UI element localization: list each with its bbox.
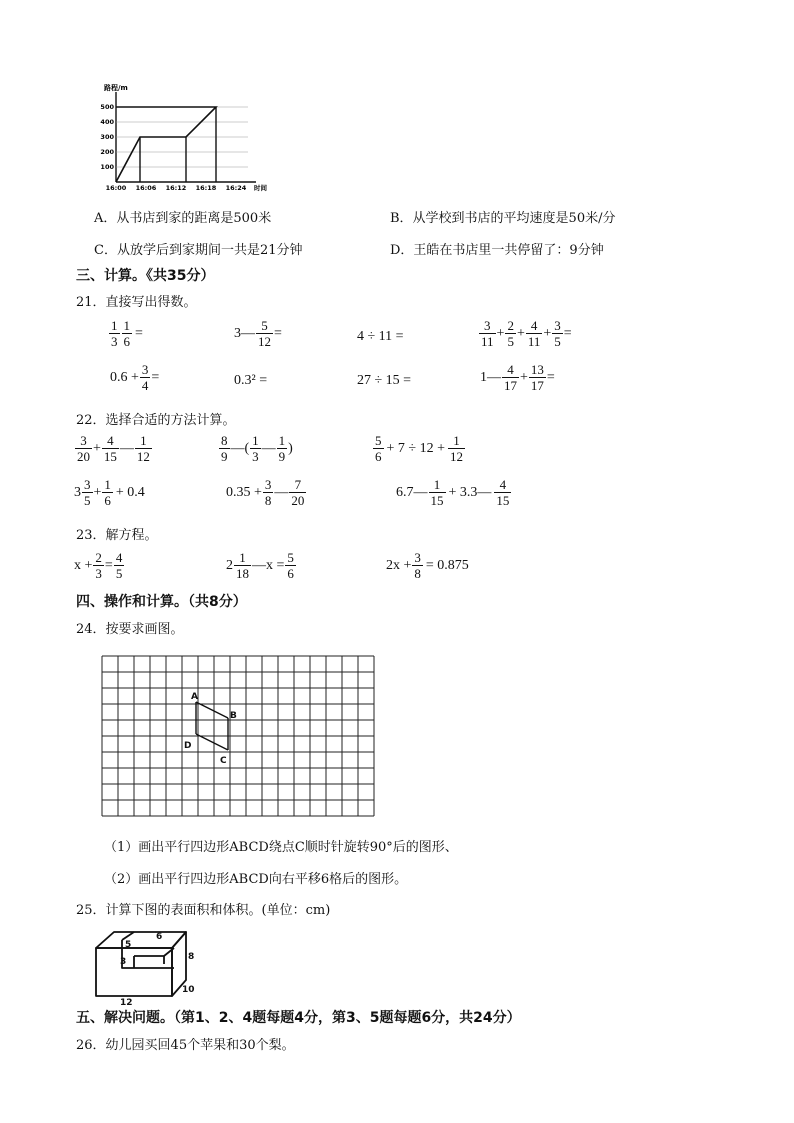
option-d: D．王皓在书店里一共停留了：9分钟 <box>390 243 604 258</box>
q22-expr-1: $\frac{3}{20}$ + $\frac{4}{15}$ — $\frac{1}{12}$ <box>77 433 150 464</box>
q21-expr-8: 1— $\frac{4}{17}$ + $\frac{13}{17}$ = <box>480 362 555 393</box>
q23-eq-3: 2x + $\frac{3}{8}$ = 0.875 <box>386 550 469 581</box>
dim-label: 12 <box>120 998 133 1006</box>
option-a: A．从书店到家的距离是500米 <box>94 211 272 226</box>
q22-expr-5: 0.35 + $\frac{3}{8}$ — $\frac{7}{20}$ <box>226 477 305 508</box>
q21-expr-5: 0.6 + $\frac{3}{4}$ = <box>110 362 160 393</box>
dim-label: 3 <box>120 957 127 967</box>
q22-expr-6: 6.7— $\frac{1}{15}$ + 3.3— $\frac{4}{15}$ <box>396 477 510 508</box>
y-tick: 400 <box>100 118 114 126</box>
q22-expr-2: $\frac{8}{9}$ —( $\frac{1}{3}$ — $\frac{1}{9}$ ) <box>221 433 293 464</box>
q21-expr-4: $\frac{3}{11}$ + $\frac{2}{5}$ + $\frac{4}{11}$ + $\frac{3}{5}$ = <box>481 318 572 349</box>
q21-expr-3: 4 ÷ 11 = <box>357 329 404 344</box>
distance-time-graph <box>98 82 278 194</box>
y-tick: 300 <box>100 133 114 141</box>
x-tick: 16:24 <box>225 184 247 192</box>
y-tick: 200 <box>100 148 114 156</box>
q21-title: 21．直接写出得数。 <box>76 295 197 310</box>
q24-title: 24．按要求画图。 <box>76 622 184 637</box>
section-3-title: 三、计算。《共35分） <box>76 268 215 284</box>
dim-label: 5 <box>125 940 132 950</box>
dim-label: 8 <box>188 952 195 962</box>
section-5-title: 五、解决问题。（第1、2、4题每题4分，第3、5题每题6分，共24分） <box>76 1010 521 1026</box>
section-4-title: 四、操作和计算。（共8分） <box>76 594 247 610</box>
q26-title: 26．幼儿园买回45个苹果和30个梨。 <box>76 1038 295 1053</box>
x-tick: 16:00 <box>105 184 127 192</box>
dim-label: 10 <box>182 985 195 995</box>
y-tick: 100 <box>100 163 114 171</box>
cuboid-figure <box>92 926 204 1006</box>
q24-step-2: （2）画出平行四边形ABCD向右平移6格后的图形。 <box>104 872 408 887</box>
q22-title: 22．选择合适的方法计算。 <box>76 413 236 428</box>
q21-expr-1: $\frac{1}{3}$ $\frac{1}{6}$ = <box>111 318 143 349</box>
vertex-d-label: D <box>184 741 192 751</box>
square-grid <box>100 654 376 818</box>
q24-step-1: （1）画出平行四边形ABCD绕点C顺时针旋转90°后的图形、 <box>104 840 458 855</box>
q25-title: 25．计算下图的表面积和体积。(单位：cm) <box>76 903 331 918</box>
y-axis-label: 路程/m <box>104 84 128 92</box>
q21-expr-6: 0.3² = <box>234 373 268 388</box>
q23-title: 23．解方程。 <box>76 528 158 543</box>
vertex-a-label: A <box>191 692 198 702</box>
dim-label: 6 <box>156 932 163 942</box>
x-axis-label: 时间 <box>254 184 267 192</box>
q22-expr-4: 3 $\frac{3}{5}$ + $\frac{1}{6}$ + 0.4 <box>74 477 145 508</box>
q21-expr-7: 27 ÷ 15 = <box>357 373 412 388</box>
option-b: B．从学校到书店的平均速度是50米/分 <box>390 211 616 226</box>
journey-line <box>116 107 216 182</box>
q21-expr-2: 3— $\frac{5}{12}$ = <box>234 318 282 349</box>
q23-eq-1: x + $\frac{2}{3}$ = $\frac{4}{5}$ <box>74 550 123 581</box>
q22-expr-3: $\frac{5}{6}$ + 7 ÷ 12 + $\frac{1}{12}$ <box>375 433 463 464</box>
y-tick: 500 <box>100 103 114 111</box>
vertex-c-label: C <box>220 756 227 766</box>
option-c: C．从放学后到家期间一共是21分钟 <box>94 243 303 258</box>
vertex-b-label: B <box>230 711 237 721</box>
x-tick: 16:18 <box>195 184 217 192</box>
x-tick: 16:12 <box>165 184 187 192</box>
q23-eq-2: 2 $\frac{1}{18}$ —x = $\frac{5}{6}$ <box>226 550 294 581</box>
x-tick: 16:06 <box>135 184 157 192</box>
